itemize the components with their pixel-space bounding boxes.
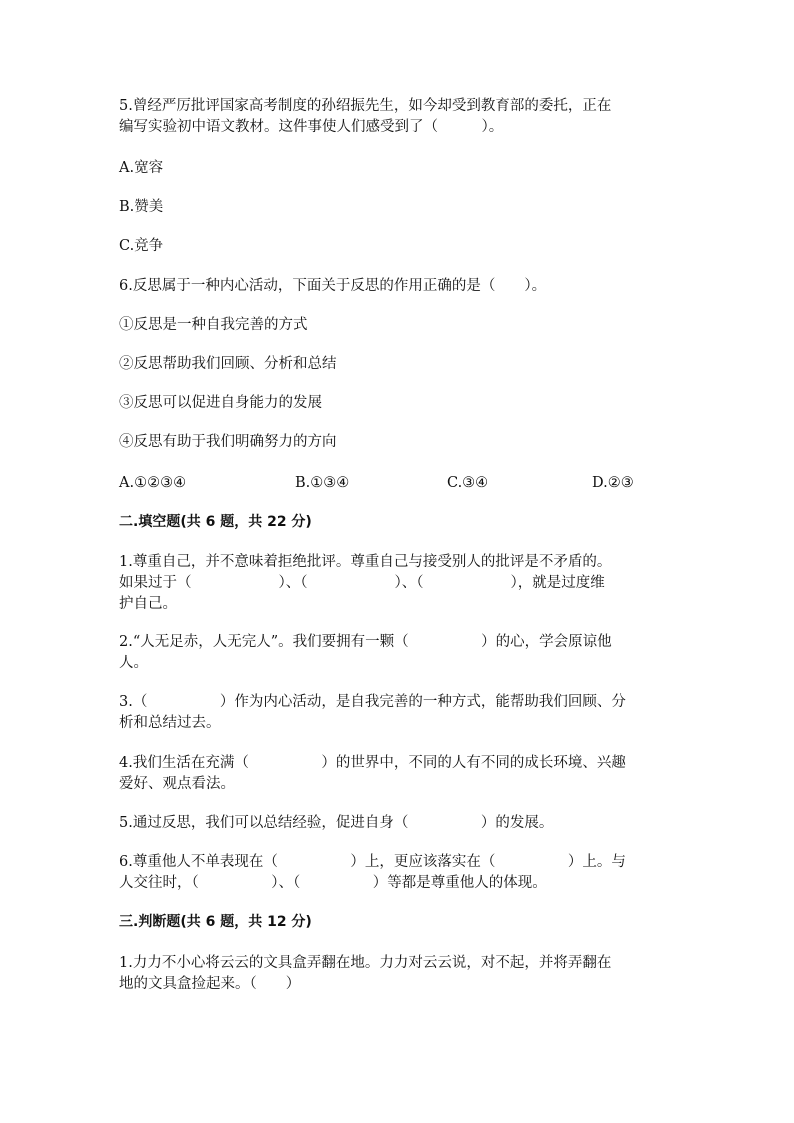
- q5-stem-line1: 5.曾经严厉批评国家高考制度的孙绍振先生，如今却受到教育部的委托，正在: [119, 98, 612, 114]
- fill-q1-line1: 1.尊重自己，并不意味着拒绝批评。尊重自己与接受别人的批评是不矛盾的。: [119, 554, 612, 570]
- fill-q1-line2: 如果过于（ ）、（ ）、（ ），就是过度维: [119, 575, 605, 591]
- q6-stem: 6.反思属于一种内心活动，下面关于反思的作用正确的是（ ）。: [119, 278, 547, 294]
- judge-q1-line1: 1.力力不小心将云云的文具盒弄翻在地。力力对云云说，对不起，并将弄翻在: [119, 955, 612, 971]
- fill-q5-line1: 5.通过反思，我们可以总结经验，促进自身（ ）的发展。: [119, 815, 554, 831]
- fill-q3-line1: 3.（ ）作为内心活动，是自我完善的一种方式，能帮助我们回顾、分: [119, 694, 626, 710]
- q5-option-c: C.竞争: [119, 238, 164, 254]
- fill-q1-line3: 护自己。: [119, 596, 177, 612]
- fill-q6-line2: 人交往时，（ ）、（ ）等都是尊重他人的体现。: [119, 875, 547, 891]
- q6-statement-3: ③反思可以促进自身能力的发展: [119, 395, 322, 411]
- fill-q2-line2: 人。: [119, 655, 148, 671]
- q6-statement-1: ①反思是一种自我完善的方式: [119, 317, 308, 333]
- section3-heading: 三.判断题(共 6 题，共 12 分): [119, 914, 312, 930]
- fill-q4-line2: 爱好、观点看法。: [119, 776, 235, 792]
- q5-option-b: B.赞美: [119, 199, 164, 215]
- q6-statement-4: ④反思有助于我们明确努力的方向: [119, 434, 337, 450]
- q6-option-c: C.③④: [447, 475, 489, 491]
- fill-q4-line1: 4.我们生活在充满（ ）的世界中，不同的人有不同的成长环境、兴趣: [119, 755, 626, 771]
- q6-option-d: D.②③: [592, 475, 634, 491]
- section2-heading: 二.填空题(共 6 题，共 22 分): [119, 514, 312, 530]
- judge-q1-line2: 地的文具盒捡起来。（ ）: [119, 976, 301, 992]
- q5-stem-line2: 编写实验初中语文教材。这件事使人们感受到了（ ）。: [119, 119, 504, 135]
- q5-option-a: A.宽容: [119, 160, 164, 176]
- q6-option-a: A.①②③④: [119, 475, 187, 491]
- q6-statement-2: ②反思帮助我们回顾、分析和总结: [119, 356, 337, 372]
- fill-q2-line1: 2.“人无足赤，人无完人”。我们要拥有一颗（ ）的心，学会原谅他: [119, 634, 612, 650]
- fill-q3-line2: 析和总结过去。: [119, 715, 221, 731]
- fill-q6-line1: 6.尊重他人不单表现在（ ）上，更应该落实在（ ）上。与: [119, 854, 626, 870]
- q6-option-b: B.①③④: [295, 475, 350, 491]
